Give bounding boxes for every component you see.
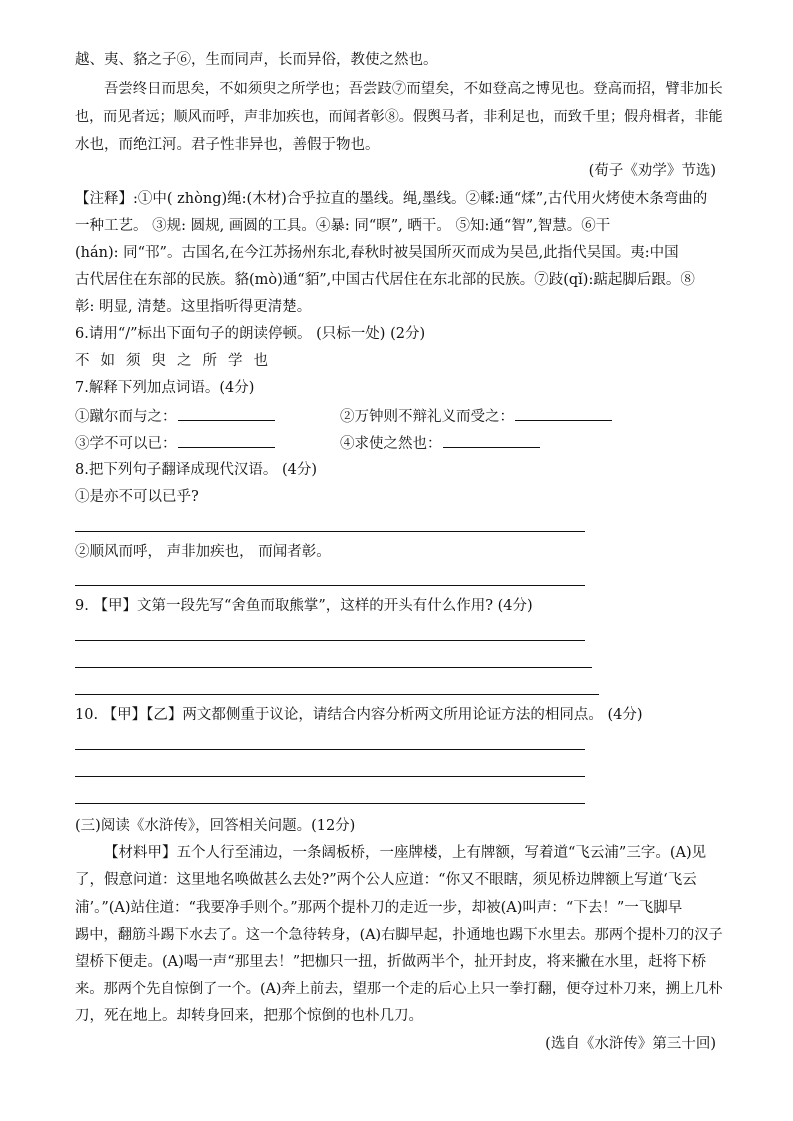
q8-sentence: ②顺风而呼， 声非加疾也， 而闻者彰。 bbox=[75, 544, 331, 560]
question-6-prompt: 6.请用“/”标出下面句子的朗读停顿。 (只标一处) (2分) bbox=[75, 326, 426, 342]
notes-line: (hán): 同“邗”。古国名,在今江苏扬州东北,春秋时被吴国所灭而成为吴邑,此指代吴国。夷:中国 bbox=[75, 245, 679, 261]
q7-item-label: ②万钟则不辩礼义而受之： bbox=[340, 409, 514, 425]
question-9-prompt: 9. 【甲】文第一段先写“舍鱼而取熊掌”，这样的开头有什么作用? (4分) bbox=[75, 598, 533, 614]
answer-line[interactable] bbox=[75, 640, 585, 641]
answer-line[interactable] bbox=[75, 667, 592, 668]
question-8-prompt: 8.把下列句子翻译成现代汉语。 (4分) bbox=[75, 462, 317, 478]
question-10-prompt: 10. 【甲】【乙】两文都侧重于议论，请结合内容分析两文所用论证方法的相同点。 (4分) bbox=[75, 707, 643, 723]
answer-blank[interactable] bbox=[443, 433, 540, 448]
question-6-sentence: 不如须臾之所学也 bbox=[75, 353, 279, 369]
notes-line: 彰: 明显, 清楚。这里指听得更清楚。 bbox=[75, 299, 312, 315]
answer-line[interactable] bbox=[75, 749, 585, 750]
answer-line[interactable] bbox=[75, 531, 585, 532]
passage-source: (荀子《劝学》节选) bbox=[588, 163, 716, 179]
q7-item-label: ①蹴尔而与之： bbox=[75, 409, 177, 425]
answer-blank[interactable] bbox=[178, 433, 275, 448]
material-line: 踢中，翻筋斗踢下水去了。这一个急待转身，(A)右脚早起，扑通地也踢下水里去。那两个提朴刀的汉子 bbox=[75, 927, 723, 943]
notes-line: 一种工艺。 ③规: 圆规, 画圆的工具。④暴: 同“暝”, 晒干。 ⑤知:通“智”,智慧。⑥干 bbox=[75, 218, 611, 234]
passage-line: 越、夷、貉之子⑥，生而同声，长而异俗，教使之然也。 bbox=[75, 52, 438, 68]
material-line: 了，假意问道：这里地名唤做甚么去处?”两个公人应道：“你又不眼瞎，须见桥边牌额上写道‘飞云 bbox=[75, 872, 697, 888]
material-line: 望桥下便走。(A)喝一声“那里去！”把枷只一扭，折做两半个，扯开封皮，将来撇在水里，赶将下桥 bbox=[75, 954, 707, 970]
q7-item bbox=[75, 406, 275, 427]
section-3-heading: (三)阅读《水浒传》，回答相关问题。(12分) bbox=[75, 818, 356, 834]
answer-blank[interactable] bbox=[515, 406, 612, 421]
answer-line[interactable] bbox=[75, 776, 585, 777]
material-line: 来。那两个先自惊倒了一个。(A)奔上前去，望那一个走的后心上只一拳打翻，便夺过朴刀来，搠上几朴 bbox=[75, 981, 723, 997]
material-line: 浦’。”(A)站住道：“我要净手则个。”那两个提朴刀的走近一步，却被(A)叫声：“下去！”一飞脚早 bbox=[75, 900, 683, 916]
passage-line: 水也，而绝江河。君子性非异也，善假于物也。 bbox=[75, 137, 380, 153]
notes-line: 【注释】:①中( zhòng)绳:(木材)合乎拉直的墨线。绳,墨线。②輮:通“煣”,古代用火烤使木条弯曲的 bbox=[75, 191, 708, 207]
q7-item bbox=[75, 433, 275, 454]
answer-line[interactable] bbox=[75, 694, 599, 695]
answer-blank[interactable] bbox=[178, 406, 275, 421]
q7-item-label: ③学不可以已： bbox=[75, 436, 177, 452]
material-line: 【材料甲】五个人行至浦边，一条阔板桥，一座牌楼，上有牌额，写着道“飞云浦”三字。(A)见 bbox=[104, 845, 707, 861]
material-source: (选自《水浒传》第三十回) bbox=[545, 1036, 716, 1052]
passage-line: 也，而见者远；顺风而呼，声非加疾也，而闻者彰⑧。假舆马者，非利足也，而致千里；假舟楫者，非能 bbox=[75, 109, 723, 125]
question-7-prompt: 7.解释下列加点词语。(4分) bbox=[75, 380, 255, 396]
notes-line: 古代居住在东部的民族。貉(mò)通“貊”,中国古代居住在东北部的民族。⑦跂(qǐ):踮起脚后跟。⑧ bbox=[75, 272, 695, 288]
q8-sentence: ①是亦不可以已乎? bbox=[75, 489, 199, 505]
q7-item bbox=[340, 433, 540, 454]
q7-item-label: ④求使之然也： bbox=[340, 436, 442, 452]
q7-item bbox=[340, 406, 612, 427]
answer-line[interactable] bbox=[75, 803, 585, 804]
answer-line[interactable] bbox=[75, 585, 585, 586]
material-line: 刀，死在地上。却转身回来，把那个惊倒的也朴几刀。 bbox=[75, 1008, 423, 1024]
passage-line: 吾尝终日而思矣，不如须臾之所学也；吾尝跂⑦而望矣，不如登高之博见也。登高而招，臂非加长 bbox=[104, 81, 723, 97]
